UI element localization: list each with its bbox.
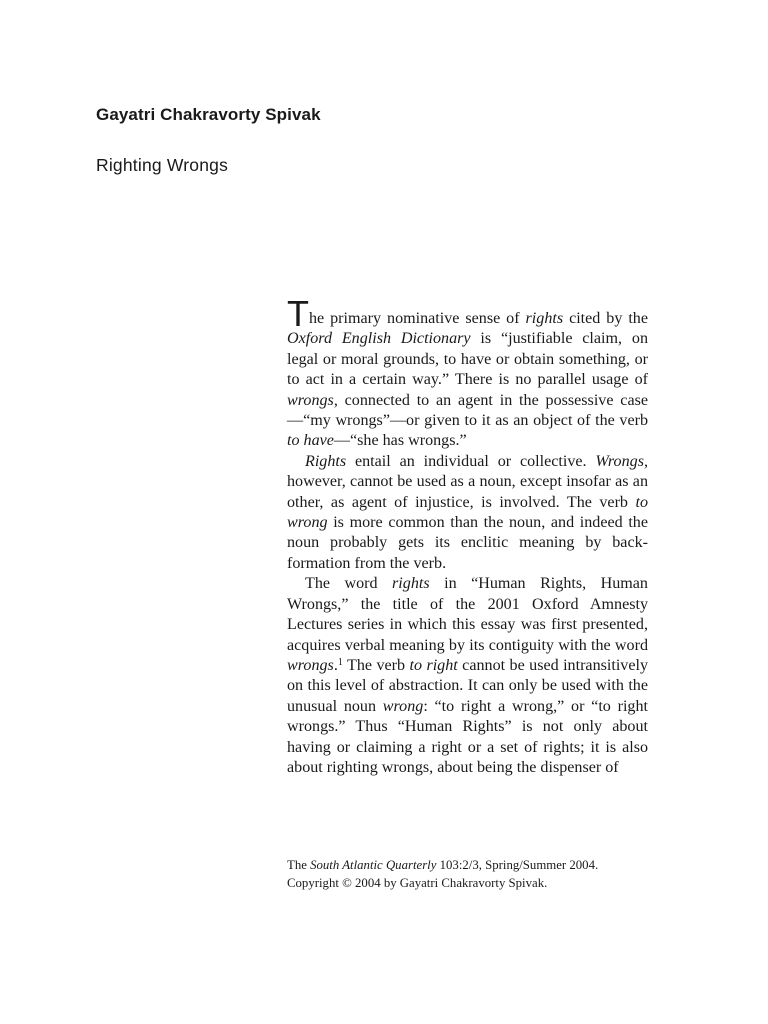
text-run: in “Human Rights, Human Wrongs,” the title of the 2001 Oxford Amnesty Lectures series in which this essay was first presented, acquires verbal meaning by its contiguity with the word (287, 575, 648, 654)
text-run: . (333, 656, 338, 674)
italic-term: rights (392, 575, 430, 593)
italic-term: wrongs (287, 391, 334, 409)
article-title: Righting Wrongs (96, 155, 229, 175)
article-body (287, 293, 649, 778)
text-run: is “justifiable claim, on legal or moral grounds, to have or obtain something, or to act in a certain way.” There is no parallel usage of (287, 330, 648, 389)
copyright-line: Copyright © 2004 by Gayatri Chakravorty Spivak. (287, 875, 548, 890)
text-run: : “to right a wrong,” or “to right wrongs.” Thus “Human Rights” is not only about having or claiming a right or a set of rights; it is also about righting wrongs, about being the dispenser of (287, 697, 648, 776)
text-run: The verb (342, 656, 410, 674)
citation-line (287, 857, 657, 875)
italic-term: to wrong (287, 493, 648, 532)
italic-term: wrong (382, 697, 424, 715)
text-run: , connected to an agent in the possessive case—“my wrongs”—or given to it as an object of the verb (287, 391, 648, 430)
paragraph-1 (287, 293, 648, 452)
paragraph-3 (287, 574, 648, 778)
italic-term: to right (409, 656, 458, 674)
footer-text: 103:2/3, Spring/Summer 2004. (436, 858, 599, 872)
text-run: —“she has wrongs.” (333, 432, 467, 450)
text-run: The word (305, 575, 393, 593)
publication-footer (287, 857, 657, 892)
italic-term: Wrongs (595, 452, 644, 470)
author-name: Gayatri Chakravorty Spivak (96, 105, 321, 124)
text-run: , however, cannot be used as a noun, except insofar as an other, as agent of injustice, is involved. The verb (287, 452, 648, 511)
text-run: entail an individual or collective. (346, 452, 596, 470)
drop-cap: T (287, 293, 309, 334)
text-run: cited by the (563, 310, 648, 327)
paragraph-2 (287, 452, 648, 574)
italic-term: Rights (305, 452, 347, 470)
journal-name: South Atlantic Quarterly (310, 858, 437, 872)
italic-term: Oxford English Dictionary (287, 330, 471, 348)
italic-term: wrongs (287, 656, 334, 674)
text-run: cannot be used intransitively on this level of abstraction. It can only be used with the unusual noun (287, 656, 649, 715)
footer-text: The (287, 858, 311, 872)
footnote-marker[interactable]: 1 (337, 656, 343, 668)
italic-term: to have (287, 432, 334, 450)
text-run: is more common than the noun, and indeed the noun probably gets its enclitic meaning by back-formation from the verb. (287, 514, 648, 572)
italic-term: rights (525, 310, 564, 327)
text-run: he primary nominative sense of (309, 310, 526, 327)
